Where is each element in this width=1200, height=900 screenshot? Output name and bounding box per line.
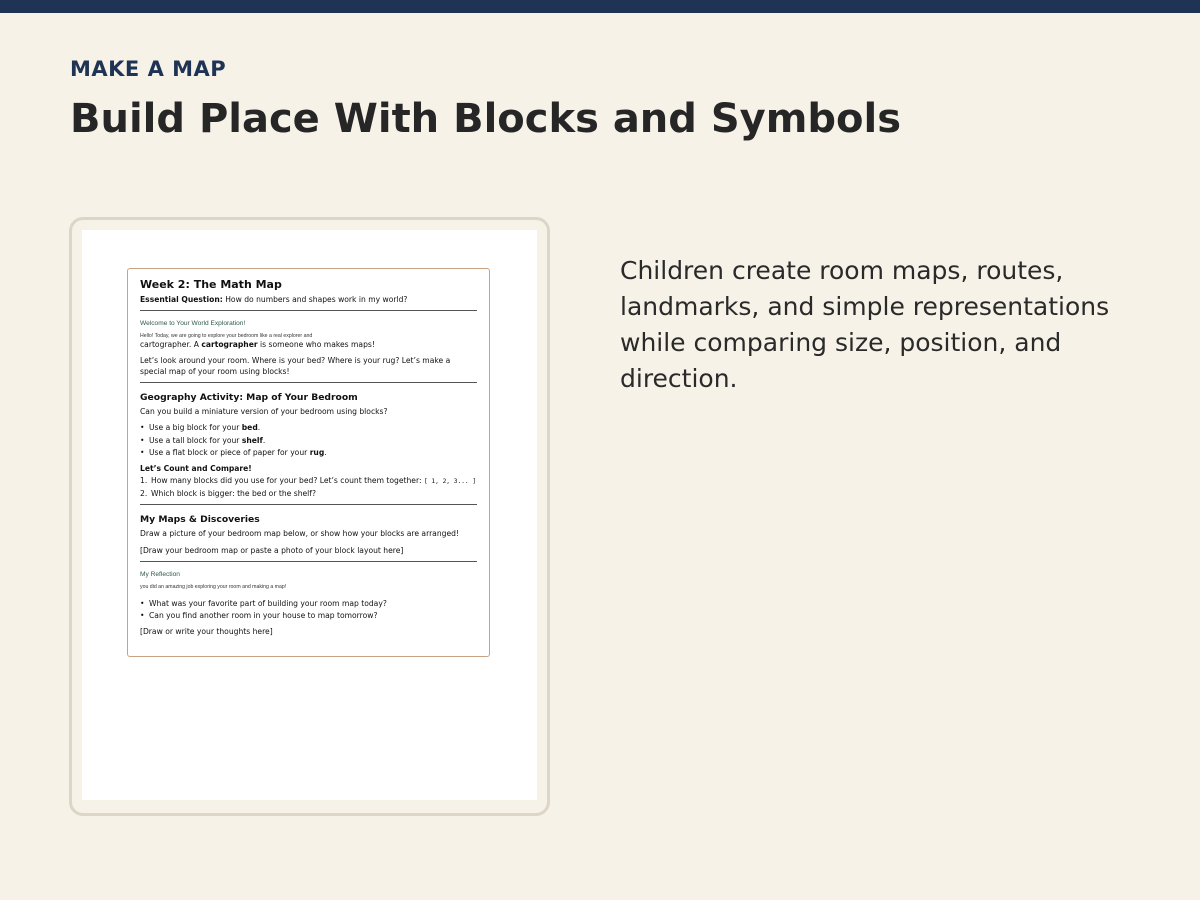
intro-text: cartographer. A cartographer is someone who makes maps!	[140, 340, 375, 349]
page-title: Build Place With Blocks and Symbols	[70, 96, 902, 142]
maps-text: Draw a picture of your bedroom map below, or show how your blocks are arranged!	[140, 529, 460, 539]
document-page	[82, 230, 537, 800]
divider	[140, 504, 477, 505]
worksheet-title: Week 2: The Math Map	[140, 278, 282, 291]
essential-question: Essential Question: How do numbers and shapes work in my world?	[140, 294, 408, 304]
list-item: • Use a big block for your bed.	[140, 423, 477, 433]
intro-small-text: Hello! Today, we are going to explore your bedroom like a real explorer and	[140, 332, 313, 339]
maps-placeholder: [Draw your bedroom map or paste a photo of your block layout here]	[140, 545, 404, 555]
maps-title: My Maps & Discoveries	[140, 514, 260, 526]
divider	[140, 382, 477, 383]
activity-title: Geography Activity: Map of Your Bedroom	[140, 391, 358, 403]
divider	[140, 561, 477, 562]
document-preview-frame	[69, 217, 550, 816]
list-item: • Can you find another room in your house to map tomorrow?	[140, 611, 477, 621]
count-title: Let’s Count and Compare!	[140, 464, 252, 474]
section-eyebrow: MAKE A MAP	[70, 57, 227, 81]
count-list	[140, 476, 477, 499]
list-item: 2. Which block is bigger: the bed or the shelf?	[140, 488, 316, 498]
activity-list	[140, 423, 477, 458]
intro-text-2: Let’s look around your room. Where is your bed? Where is your rug? Let’s make a special map of your room using blocks!	[140, 356, 451, 376]
reflection-list	[140, 599, 477, 622]
top-accent-bar	[0, 0, 1200, 13]
reflection-title: My Reflection	[140, 570, 180, 578]
activity-question: Can you build a miniature version of your bedroom using blocks?	[140, 407, 388, 417]
worksheet-card	[127, 268, 490, 657]
welcome-heading: Welcome to Your World Exploration!	[140, 320, 246, 328]
divider	[140, 310, 477, 311]
reflection-placeholder: [Draw or write your thoughts here]	[140, 627, 273, 637]
reflection-small-text: you did an amazing job exploring your room and making a map!	[140, 583, 287, 590]
list-item: • What was your favorite part of building your room map today?	[140, 599, 477, 609]
list-item: • Use a flat block or piece of paper for your rug.	[140, 448, 477, 458]
list-item: • Use a tall block for your shelf.	[140, 436, 477, 446]
list-item: 1. How many blocks did you use for your bed? Let’s count them together: [ 1, 2, 3... ]	[140, 476, 477, 486]
description-text: Children create room maps, routes, landmarks, and simple representations while comparing size, position, and direction.	[620, 256, 1110, 393]
